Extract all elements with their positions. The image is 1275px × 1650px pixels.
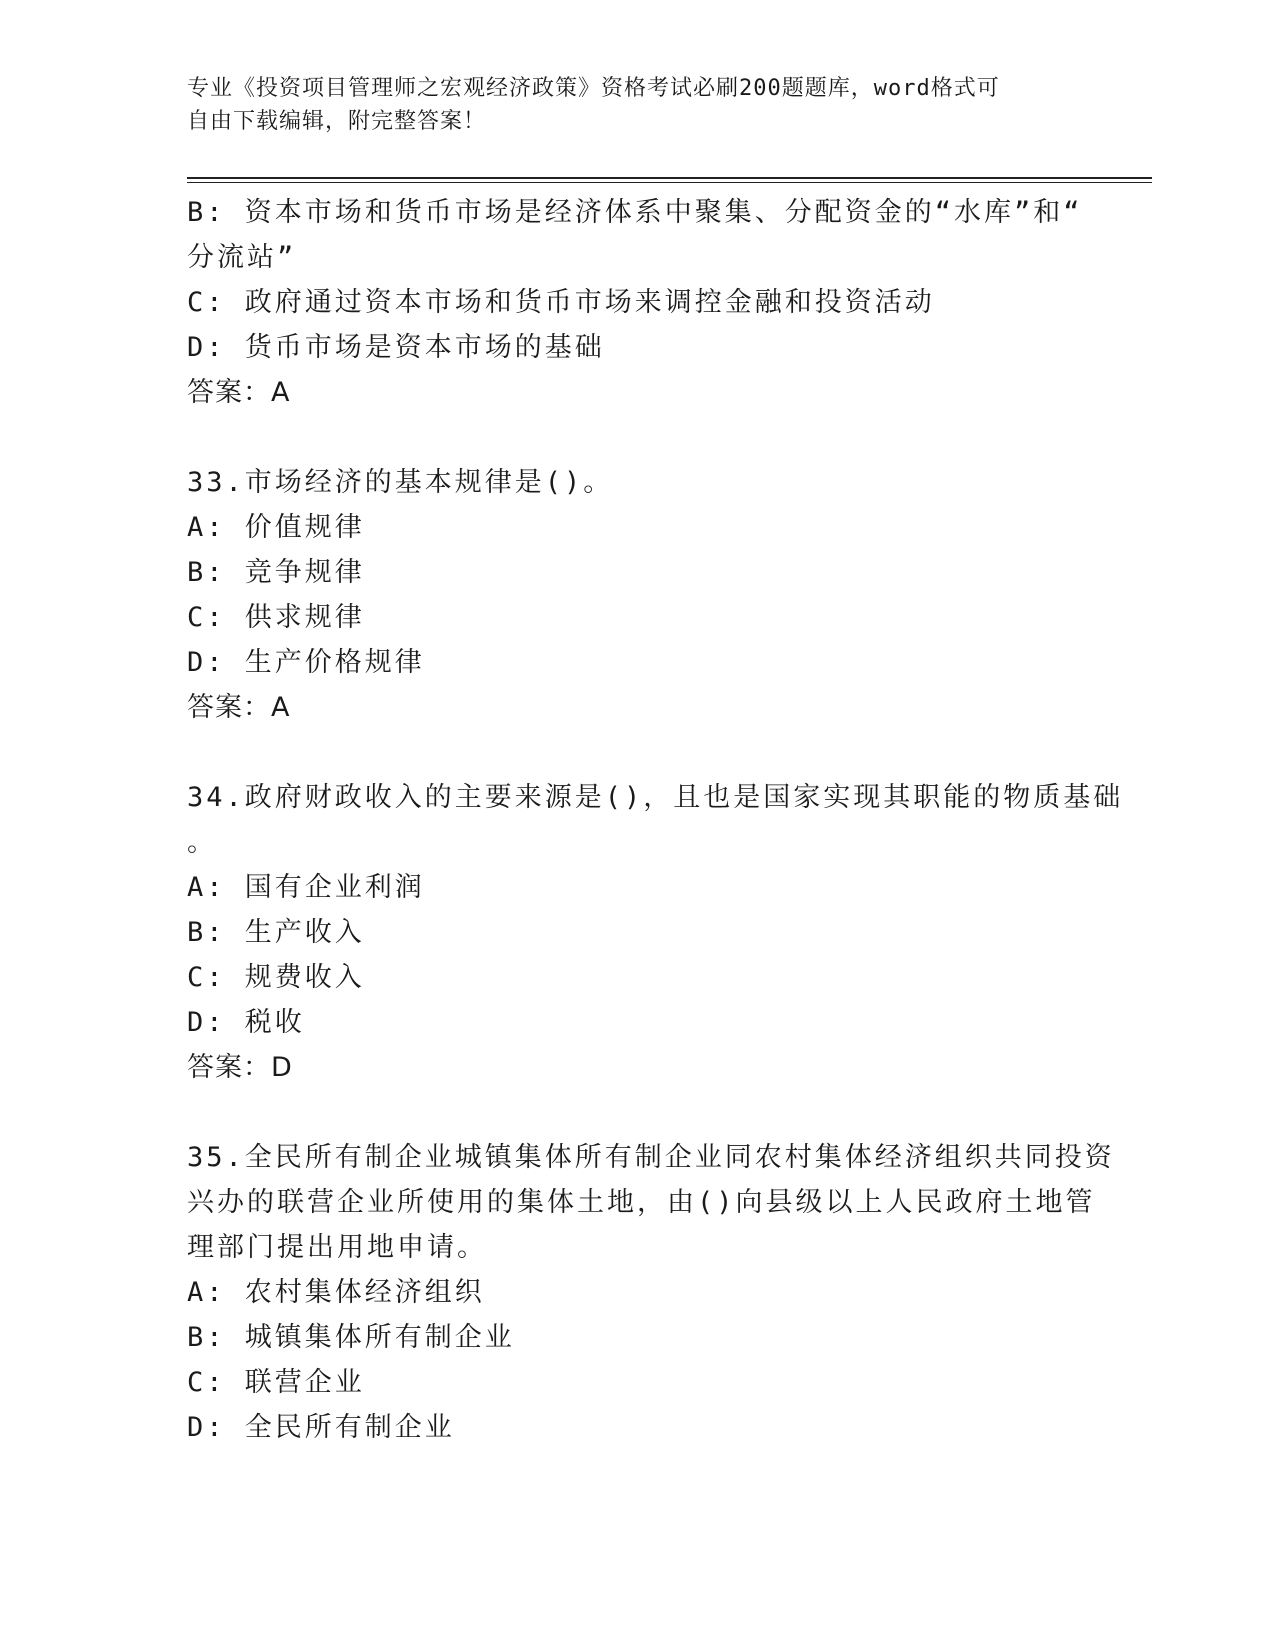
question-35-stem-line-3: 理部门提出用地申请。 [187,1232,487,1263]
question-35-stem-line-1: 35.全民所有制企业城镇集体所有制企业同农村集体经济组织共同投资 [187,1142,1115,1173]
answer: 答案：A [187,377,291,408]
q34-answer: 答案：D [187,1052,293,1083]
question-34-stem-line-1: 34.政府财政收入的主要来源是()，且也是国家实现其职能的物质基础 [187,782,1124,813]
option-b-line-1: B: 资本市场和货币市场是经济体系中聚集、分配资金的“水库”和“ [187,197,1083,228]
q35-option-a: A: 农村集体经济组织 [187,1277,485,1308]
header-line-2: 自由下载编辑，附完整答案！ [187,109,487,134]
q34-option-c: C: 规费收入 [187,962,365,993]
q33-option-c: C: 供求规律 [187,602,365,633]
q33-option-d: D: 生产价格规律 [187,647,425,678]
question-33-stem: 33.市场经济的基本规律是()。 [187,467,614,498]
q33-option-a: A: 价值规律 [187,512,365,543]
q35-option-d: D: 全民所有制企业 [187,1412,455,1443]
document-header [187,72,1067,138]
q33-answer: 答案：A [187,692,291,723]
q34-option-b: B: 生产收入 [187,917,365,948]
header-divider [187,177,1152,183]
q34-option-d: D: 税收 [187,1007,305,1038]
header-line-1: 专业《投资项目管理师之宏观经济政策》资格考试必刷200题题库，word格式可 [187,76,1000,101]
option-c: C: 政府通过资本市场和货币市场来调控金融和投资活动 [187,287,935,318]
question-34-stem-line-2: 。 [187,827,217,858]
q34-option-a: A: 国有企业利润 [187,872,425,903]
question-list [187,190,1124,1450]
q35-option-b: B: 城镇集体所有制企业 [187,1322,515,1353]
q33-option-b: B: 竞争规律 [187,557,365,588]
option-d: D: 货币市场是资本市场的基础 [187,332,605,363]
option-b-line-2: 分流站” [187,242,297,273]
question-35-stem-line-2: 兴办的联营企业所使用的集体土地，由()向县级以上人民政府土地管 [187,1187,1096,1218]
q35-option-c: C: 联营企业 [187,1367,365,1398]
